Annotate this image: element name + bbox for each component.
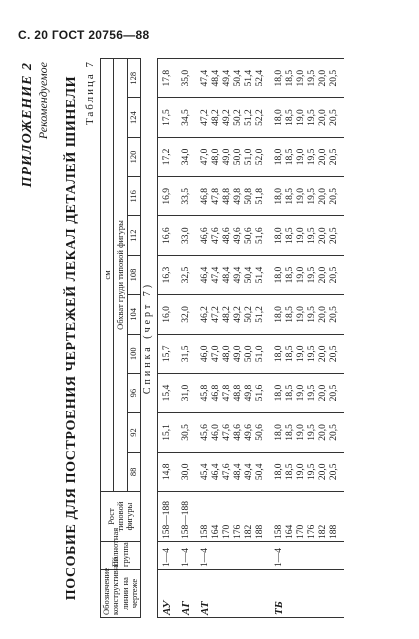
table-cell: 14,8 <box>158 452 178 491</box>
cell-value: 48,6 <box>222 227 233 244</box>
cell-value: 46,0 <box>211 424 222 441</box>
cell-value: 19,5 <box>307 345 318 363</box>
cell-value: 20,5 <box>329 109 340 126</box>
cell-value: 19,0 <box>296 188 307 205</box>
table-cell <box>196 177 270 216</box>
cell-value: 48,8 <box>222 188 233 205</box>
cell-value: 49,8 <box>244 384 255 402</box>
page-header: С. 20 ГОСТ 20756—88 <box>18 28 150 42</box>
height-value: 164 <box>211 524 222 539</box>
table-cell <box>270 373 344 412</box>
cell-value: 19,5 <box>307 384 318 402</box>
cell-value: 19,0 <box>296 345 307 363</box>
height-value: 158 <box>200 524 211 539</box>
cell-value: 19,5 <box>307 424 318 441</box>
height-value: 188 <box>255 524 266 539</box>
cell-value: 20,5 <box>329 463 340 481</box>
table-cell: 17,8 <box>158 59 178 98</box>
section-row <box>141 59 158 618</box>
table-cell: 31,5 <box>177 334 196 373</box>
cell-value: 47,2 <box>200 109 211 126</box>
cell-value: 20,5 <box>329 424 340 441</box>
header-code: Обозначение конструктивной линии на чертеже <box>101 570 141 618</box>
table-cell: 17,2 <box>158 137 178 176</box>
chest-size-120: 120 <box>127 137 140 176</box>
cell-value: 50,2 <box>244 306 255 323</box>
table-cell: 30,0 <box>177 452 196 491</box>
height-value: 176 <box>307 524 318 539</box>
cell-value: 19,0 <box>296 306 307 323</box>
cell-value: 20,0 <box>318 345 329 363</box>
table-cell <box>196 98 270 137</box>
chest-size-88: 88 <box>127 452 140 491</box>
cell-value: 50,4 <box>233 69 244 87</box>
cell-value: 20,5 <box>329 148 340 166</box>
row-height: 158—188 <box>177 492 196 542</box>
rotated-content <box>20 58 400 618</box>
table-cell <box>270 98 344 137</box>
cell-value: 46,4 <box>211 463 222 481</box>
chest-size-112: 112 <box>127 216 140 255</box>
cell-value: 49,0 <box>233 345 244 363</box>
cell-value: 47,8 <box>222 384 233 402</box>
cell-value: 47,4 <box>211 266 222 284</box>
row-group: 1—4 <box>196 542 270 570</box>
cell-value: 18,5 <box>285 109 296 126</box>
table-row <box>270 59 344 618</box>
table-cell: 15,1 <box>158 413 178 452</box>
cell-value: 20,5 <box>329 188 340 205</box>
cell-value: 52,0 <box>255 148 266 166</box>
cell-value: 47,8 <box>211 188 222 205</box>
cell-value: 48,4 <box>211 69 222 87</box>
table-cell <box>196 452 270 491</box>
cell-value: 18,0 <box>274 188 285 205</box>
cell-value: 50,6 <box>244 227 255 244</box>
table-cell: 16,3 <box>158 255 178 294</box>
height-value: 188 <box>329 524 340 539</box>
cell-value: 18,5 <box>285 266 296 284</box>
cell-value: 46,2 <box>200 306 211 323</box>
cell-value: 18,0 <box>274 424 285 441</box>
cell-value: 19,0 <box>296 148 307 166</box>
cell-value: 52,4 <box>255 69 266 87</box>
cell-value: 20,0 <box>318 384 329 402</box>
cell-value: 18,5 <box>285 148 296 166</box>
cell-value: 19,5 <box>307 463 318 481</box>
cell-value: 48,4 <box>233 463 244 481</box>
cell-value: 18,0 <box>274 306 285 323</box>
table-cell <box>270 334 344 373</box>
document-title: ПОСОБИЕ ДЛЯ ПОСТРОЕНИЯ ЧЕРТЕЖЕЙ ЛЕКАЛ ДЕТАЛЕЙ ШИНЕЛИ <box>64 75 79 601</box>
cell-value: 51,0 <box>255 345 266 363</box>
row-height <box>270 492 344 542</box>
height-value: 176 <box>233 524 244 539</box>
cell-value: 19,5 <box>307 109 318 126</box>
cell-value: 18,0 <box>274 109 285 126</box>
cell-value: 20,5 <box>329 266 340 284</box>
table-cell <box>270 295 344 334</box>
cell-value: 18,5 <box>285 69 296 87</box>
table-cell: 35,0 <box>177 59 196 98</box>
cell-value: 47,6 <box>222 463 233 481</box>
chest-size-124: 124 <box>127 98 140 137</box>
cell-value: 50,2 <box>233 109 244 126</box>
table-cell <box>270 137 344 176</box>
cell-value: 48,4 <box>222 266 233 284</box>
cell-value: 49,6 <box>244 424 255 441</box>
cell-value: 50,4 <box>244 266 255 284</box>
cell-value: 45,4 <box>200 463 211 481</box>
table-row <box>177 59 196 618</box>
cell-value: 47,2 <box>211 306 222 323</box>
cell-value: 20,5 <box>329 227 340 244</box>
appendix-subtitle: Рекомендуемое <box>36 62 50 140</box>
chest-size-96: 96 <box>127 373 140 412</box>
cell-value: 49,2 <box>233 306 244 323</box>
cell-value: 19,5 <box>307 227 318 244</box>
cell-value: 48,0 <box>211 148 222 166</box>
table-cell: 32,0 <box>177 295 196 334</box>
chest-size-104: 104 <box>127 295 140 334</box>
row-group: 1—4 <box>270 542 344 570</box>
header-unit: см <box>101 59 114 492</box>
cell-value: 46,4 <box>200 266 211 284</box>
cell-value: 20,5 <box>329 384 340 402</box>
cell-value: 18,0 <box>274 148 285 166</box>
table-cell: 30,5 <box>177 413 196 452</box>
cell-value: 49,0 <box>222 148 233 166</box>
header-height: Рост типовой фигуры <box>101 492 141 542</box>
row-group: 1—4 <box>158 542 178 570</box>
cell-value: 46,8 <box>211 384 222 402</box>
cell-value: 20,0 <box>318 109 329 126</box>
cell-value: 47,6 <box>222 424 233 441</box>
table-cell <box>270 59 344 98</box>
row-group: 1—4 <box>177 542 196 570</box>
cell-value: 18,5 <box>285 384 296 402</box>
table-cell: 32,5 <box>177 255 196 294</box>
table-cell: 16,0 <box>158 295 178 334</box>
height-value: 182 <box>318 524 329 539</box>
cell-value: 49,4 <box>222 69 233 87</box>
cell-value: 20,0 <box>318 148 329 166</box>
table-cell: 16,9 <box>158 177 178 216</box>
cell-value: 20,0 <box>318 424 329 441</box>
cell-value: 19,0 <box>296 69 307 87</box>
cell-value: 20,5 <box>329 306 340 323</box>
cell-value: 46,8 <box>200 188 211 205</box>
cell-value: 49,2 <box>222 109 233 126</box>
table-cell: 31,0 <box>177 373 196 412</box>
appendix-label <box>20 62 51 187</box>
row-code: АУ <box>158 570 178 618</box>
cell-value: 47,6 <box>211 227 222 244</box>
cell-value: 45,8 <box>200 384 211 402</box>
height-value: 170 <box>222 524 233 539</box>
row-height <box>196 492 270 542</box>
cell-value: 19,5 <box>307 148 318 166</box>
table-cell <box>270 177 344 216</box>
cell-value: 18,5 <box>285 463 296 481</box>
cell-value: 50,8 <box>244 188 255 205</box>
cell-value: 19,5 <box>307 306 318 323</box>
cell-value: 50,0 <box>233 148 244 166</box>
table-number: Таблица 7 <box>84 60 96 126</box>
cell-value: 51,4 <box>255 266 266 284</box>
table-cell <box>196 137 270 176</box>
table-cell: 34,5 <box>177 98 196 137</box>
cell-value: 46,0 <box>200 345 211 363</box>
cell-value: 48,2 <box>211 109 222 126</box>
cell-value: 48,0 <box>222 345 233 363</box>
table-cell <box>196 295 270 334</box>
table-cell: 15,7 <box>158 334 178 373</box>
table-cell <box>270 413 344 452</box>
height-value: 158 <box>274 524 285 539</box>
cell-value: 18,0 <box>274 384 285 402</box>
row-code: АГ <box>177 570 196 618</box>
cell-value: 47,0 <box>211 345 222 363</box>
row-code: ТБ <box>270 570 344 618</box>
cell-value: 20,0 <box>318 227 329 244</box>
height-value: 182 <box>244 524 255 539</box>
section-label: Спинка (черт 7) <box>141 59 158 618</box>
table-wrapper <box>100 58 344 618</box>
cell-value: 20,0 <box>318 69 329 87</box>
header-chest: Обхват груди типовой фигуры <box>114 59 127 492</box>
cell-value: 49,4 <box>244 463 255 481</box>
chest-size-92: 92 <box>127 413 140 452</box>
table-cell: 34,0 <box>177 137 196 176</box>
table-cell <box>196 373 270 412</box>
cell-value: 50,6 <box>255 424 266 441</box>
cell-value: 18,5 <box>285 227 296 244</box>
cell-value: 20,0 <box>318 463 329 481</box>
row-height: 158—188 <box>158 492 178 542</box>
cell-value: 18,0 <box>274 227 285 244</box>
cell-value: 18,0 <box>274 345 285 363</box>
cell-value: 49,6 <box>233 227 244 244</box>
cell-value: 47,0 <box>200 148 211 166</box>
cell-value: 51,2 <box>244 109 255 126</box>
cell-value: 19,5 <box>307 69 318 87</box>
cell-value: 20,0 <box>318 266 329 284</box>
cell-value: 46,6 <box>200 227 211 244</box>
cell-value: 51,6 <box>255 384 266 402</box>
cell-value: 19,0 <box>296 384 307 402</box>
table-cell <box>196 59 270 98</box>
table-cell <box>196 255 270 294</box>
cell-value: 18,0 <box>274 463 285 481</box>
table-cell: 33,0 <box>177 216 196 255</box>
cell-value: 50,0 <box>244 345 255 363</box>
cell-value: 19,0 <box>296 227 307 244</box>
cell-value: 19,0 <box>296 424 307 441</box>
cell-value: 52,2 <box>255 109 266 126</box>
cell-value: 18,5 <box>285 424 296 441</box>
chest-size-116: 116 <box>127 177 140 216</box>
cell-value: 19,0 <box>296 463 307 481</box>
table-cell <box>196 334 270 373</box>
table-cell <box>270 216 344 255</box>
cell-value: 49,4 <box>233 266 244 284</box>
cell-value: 19,0 <box>296 266 307 284</box>
table-cell <box>270 255 344 294</box>
height-value: 164 <box>285 524 296 539</box>
cell-value: 20,5 <box>329 345 340 363</box>
cell-value: 20,0 <box>318 306 329 323</box>
cell-value: 51,0 <box>244 148 255 166</box>
table-body <box>141 59 345 618</box>
cell-value: 48,6 <box>233 424 244 441</box>
table-cell: 15,4 <box>158 373 178 412</box>
data-table <box>100 58 344 618</box>
cell-value: 51,2 <box>255 306 266 323</box>
cell-value: 18,5 <box>285 188 296 205</box>
cell-value: 19,0 <box>296 109 307 126</box>
cell-value: 51,4 <box>244 69 255 87</box>
table-cell <box>196 216 270 255</box>
table-cell: 16,6 <box>158 216 178 255</box>
table-cell: 17,5 <box>158 98 178 137</box>
table-row <box>158 59 178 618</box>
table-cell: 33,5 <box>177 177 196 216</box>
cell-value: 18,5 <box>285 345 296 363</box>
cell-value: 19,5 <box>307 188 318 205</box>
cell-value: 51,6 <box>255 227 266 244</box>
appendix-title: ПРИЛОЖЕНИЕ 2 <box>20 62 35 188</box>
cell-value: 18,5 <box>285 306 296 323</box>
table-row <box>196 59 270 618</box>
cell-value: 18,0 <box>274 266 285 284</box>
cell-value: 51,8 <box>255 188 266 205</box>
cell-value: 48,2 <box>222 306 233 323</box>
cell-value: 47,4 <box>200 69 211 87</box>
table-cell <box>270 452 344 491</box>
cell-value: 49,8 <box>233 188 244 205</box>
row-code: АТ <box>196 570 270 618</box>
table-cell <box>196 413 270 452</box>
cell-value: 48,8 <box>233 384 244 402</box>
cell-value: 50,4 <box>255 463 266 481</box>
height-value: 170 <box>296 524 307 539</box>
chest-size-128: 128 <box>127 59 140 98</box>
chest-size-108: 108 <box>127 255 140 294</box>
cell-value: 45,6 <box>200 424 211 441</box>
cell-value: 20,5 <box>329 69 340 87</box>
chest-size-100: 100 <box>127 334 140 373</box>
header-group: Полнотная группа <box>101 542 141 570</box>
cell-value: 20,0 <box>318 188 329 205</box>
cell-value: 19,5 <box>307 266 318 284</box>
cell-value: 18,0 <box>274 69 285 87</box>
